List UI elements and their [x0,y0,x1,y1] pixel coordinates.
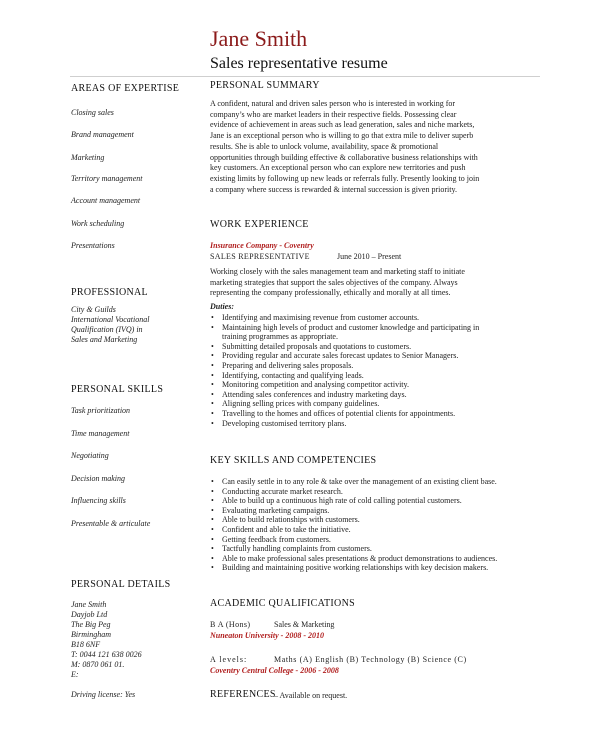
duty-item: • Submitting detailed proposals and quotations to customers. [210,342,540,352]
key-skill-item: • Evaluating marketing campaigns. [210,506,550,516]
summary-line: Jane is an exceptional person who is willing to go that extra mile to deliver superb [210,131,474,141]
expertise-item: Work scheduling [71,219,125,228]
professional-line: Sales and Marketing [71,335,138,344]
work-intro-line: Working closely with the sales management team and marketing staff to initiate [210,267,465,276]
personal-skill: Decision making [71,474,125,483]
summary-paragraph [210,99,540,195]
duty-item: • Aligning selling prices with company guidelines. [210,399,540,409]
key-skill-item: • Able to build up a continuous high rate of cold calling potential customers. [210,496,550,506]
professional-line: Qualification (IVQ) in [71,325,143,334]
detail-line: Birmingham [71,630,111,639]
personal-skill: Influencing skills [71,496,126,505]
summary-line: company’s who are market leaders in their respective fields. Possessing clear [210,109,457,119]
a-levels-label: A levels: [210,655,248,664]
duty-item: • Attending sales conferences and industry marketing days. [210,390,540,400]
key-skill-item: • Building and maintaining positive working relationships with key decision makers. [210,563,550,573]
summary-line: a company where success is rewarded & internal succession is given priority. [210,184,457,194]
detail-line: M: 0870 061 01. [71,660,125,669]
duty-item-continued: training programmes as appropriate. [222,332,338,342]
duty-item: • Identifying and maximising revenue from customer accounts. [210,313,540,323]
professional-line: City & Guilds [71,305,116,314]
key-skill-item: • Can easily settle in to any role & take over the management of an existing client base. [210,477,550,487]
a-levels-grades: Maths (A) English (B) Technology (B) Science (C) [274,655,467,664]
key-skills-list [210,477,550,573]
references-heading: REFERENCES [210,689,276,700]
duty-item: • Preparing and delivering sales proposals. [210,361,540,371]
summary-line: evidence of achievement in areas such as lead generation, sales and niche markets, [210,120,475,130]
duty-item: • Monitoring competition and analysing competitor activity. [210,380,540,390]
detail-line: T: 0044 121 638 0026 [71,650,142,659]
header-divider [70,76,540,77]
personal-skill: Negotiating [71,451,109,460]
personal-skill: Task prioritization [71,406,131,415]
degree: B A (Hons) [210,620,251,629]
summary-line: existing limits by following up new leads or referrals fully. Presently looking to join [210,173,480,183]
expertise-item: Territory management [71,174,143,183]
key-skill-item: • Tactfully handling complaints from customers. [210,544,550,554]
key-skill-item: • Conducting accurate market research. [210,487,550,497]
expertise-item: Presentations [71,241,115,250]
duties-label: Duties: [210,302,234,311]
expertise-item: Account management [71,196,141,205]
duty-item: • Travelling to the homes and offices of potential clients for appointments. [210,409,540,419]
duties-list [210,313,540,428]
professional-line: International Vocational [71,315,150,324]
key-skill-item: • Confident and able to take the initiative. [210,525,550,535]
work-intro [210,267,540,299]
professional-heading: PROFESSIONAL [71,287,148,298]
references-text: – Available on request. [274,691,348,700]
detail-line: E: [71,670,79,679]
university: Nuneaton University - 2008 - 2010 [210,631,324,640]
personal-skill: Presentable & articulate [71,519,151,528]
expertise-item: Marketing [71,153,105,162]
work-intro-line: marketing strategies that support the sales objectives of the company. Always [210,277,458,287]
duty-item: • Providing regular and accurate sales forecast updates to Senior Managers. [210,351,540,361]
expertise-item: Brand management [71,130,134,139]
summary-line: A confident, natural and driven sales person who is interested in working for [210,99,456,108]
duty-item: • Identifying, contacting and qualifying leads. [210,371,540,381]
work-heading: WORK EXPERIENCE [210,219,309,230]
college: Coventry Central College - 2006 - 2008 [210,666,339,675]
academic-heading: ACADEMIC QUALIFICATIONS [210,598,355,609]
resume-subtitle: Sales representative resume [210,55,388,72]
duty-item: • Maintaining high levels of product and customer knowledge and participating in [210,323,540,333]
summary-line: results. She is able to unlock volume, availability, space & promotional [210,141,439,151]
work-role: SALES REPRESENTATIVE [210,252,310,261]
summary-line: key customers. An exceptional person who can explore new territories and push [210,163,466,173]
work-company: Insurance Company - Coventry [210,241,314,250]
key-skill-item: • Getting feedback from customers. [210,535,550,545]
degree-subject: Sales & Marketing [274,620,335,629]
personal-skill: Time management [71,429,130,438]
summary-heading: PERSONAL SUMMARY [210,80,320,91]
summary-line: opportunities through building effective & collaborative business relationships with [210,152,478,162]
duty-item: • Developing customised territory plans. [210,419,540,429]
key-skill-item: • Able to make professional sales presentations & product demonstrations to audiences. [210,554,550,564]
work-dates: June 2010 – Present [337,252,402,261]
driving-license: Driving license: Yes [71,690,136,699]
key-skills-heading: KEY SKILLS AND COMPETENCIES [210,455,377,466]
resume-name: Jane Smith [210,26,308,51]
detail-line: B18 6NF [71,640,101,649]
personal-skills-heading: PERSONAL SKILLS [71,384,164,395]
personal-details-heading: PERSONAL DETAILS [71,579,171,590]
key-skill-item: • Able to build relationships with customers. [210,515,550,525]
expertise-heading: AREAS OF EXPERTISE [71,83,180,94]
detail-line: The Big Peg [71,620,111,629]
detail-line: Jane Smith [71,600,107,609]
work-intro-line: representing the company professionally, ethically and morally at all times. [210,288,451,298]
detail-line: Dayjob Ltd [71,610,108,619]
expertise-item: Closing sales [71,108,114,117]
